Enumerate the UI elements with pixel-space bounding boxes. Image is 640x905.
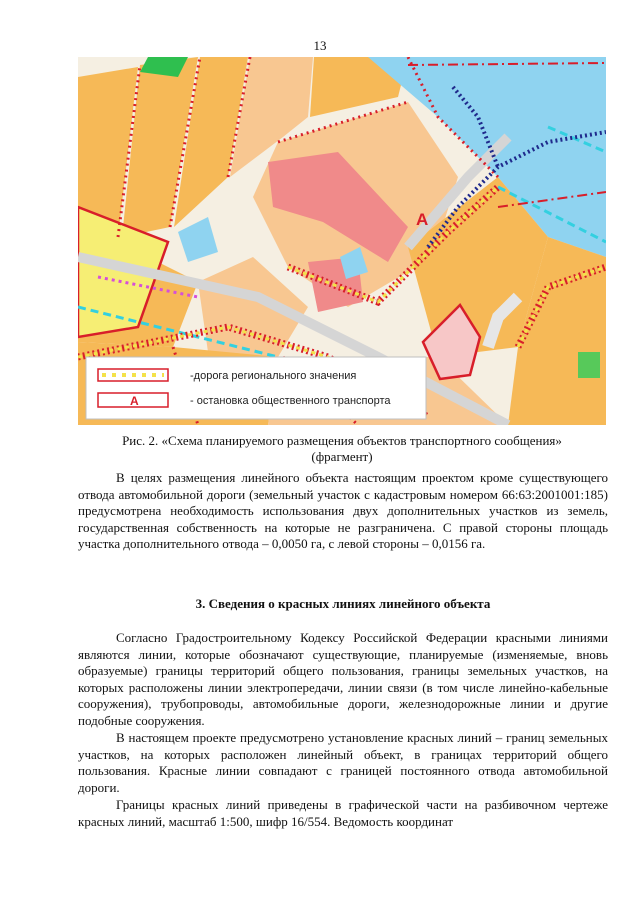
transport-scheme-map	[78, 57, 606, 425]
legend-label-bus-stop: - остановка общественного транспорта	[190, 395, 391, 407]
caption-line-1: Рис. 2. «Схема планируемого размещения объектов транспортного сообщения»	[122, 433, 562, 448]
green-area	[578, 352, 600, 378]
yellow-dotted-line-icon	[98, 369, 168, 381]
paragraph-red-lines-drawing: Границы красных линий приведены в графической части на разбивочном чертеже красных линий, масштаб 1:500, шифр 16/554. Ведомость координат	[78, 797, 608, 829]
paragraph-red-lines-project: В настоящем проекте предусмотрено установление красных линий – границ земельных участков, на которых расположен линейный объект, в границах территорий общего пользования. Красные линии совпадают с границей постоянного отвода автомобильной дороги.	[78, 730, 608, 795]
svg-text:А: А	[130, 394, 139, 408]
figure-caption	[78, 433, 606, 465]
page-number: 13	[313, 38, 327, 53]
legend-label-regional-road: -дорога регионального значения	[190, 370, 357, 382]
bus-stop-a-icon	[98, 393, 168, 408]
caption-line-2: (фрагмент)	[311, 449, 373, 464]
section-heading-red-lines: 3. Сведения о красных линиях линейного объекта	[195, 596, 491, 611]
map-legend	[86, 357, 426, 419]
bus-stop-marker: А	[416, 210, 429, 229]
paragraph-red-lines-definition: Согласно Градостроительному Кодексу Российской Федерации красными линиями являются линии, которые обозначают существующие, планируемые (изменяемые, вновь образуемые) границы территорий общего пользования, границы земельных участков, на которых расположены линии электропередачи, линии связи (в том числе линейно-кабельные сооружения), трубопроводы, автомобильные дороги, железнодорожные линии и другие подобные сооружения.	[78, 630, 608, 728]
paragraph-land-allotment: В целях размещения линейного объекта настоящим проектом кроме существующего отвода автомобильной дороги (земельный участок с кадастровым номером 66:63:2001001:185) предусмотрена необходимость использования двух дополнительных участков из земель, государственная собственность на которые не разграничена. С правой стороны площадь участка дополнительного отвода – 0,0050 га, с левой стороны – 0,0156 га.	[78, 470, 608, 552]
